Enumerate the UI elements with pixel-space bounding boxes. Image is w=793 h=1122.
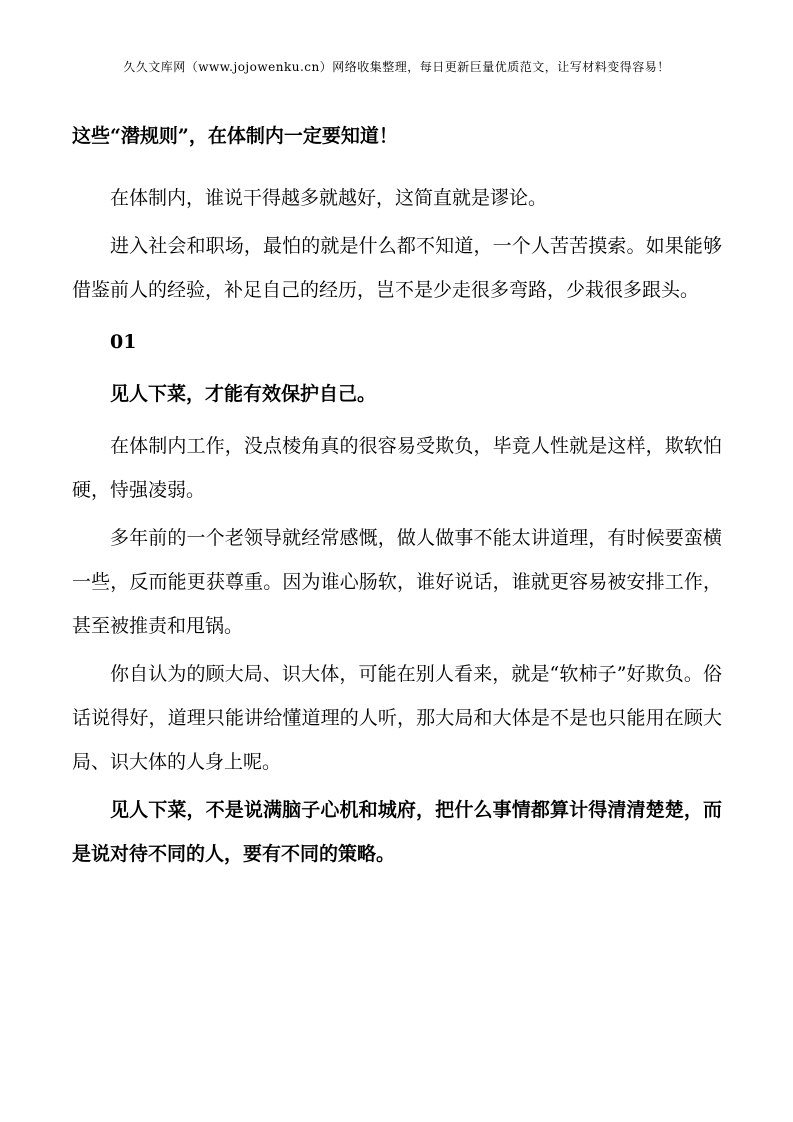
section-paragraph-1: 在体制内工作，没点棱角真的很容易受欺负，毕竟人性就是这样，欺软怕硬，恃强凌弱。 (72, 435, 722, 501)
intro-paragraph-2: 进入社会和职场，最怕的就是什么都不知道，一个人苦苦摸索。如果能够借鉴前人的经验，补足自己的经历，岂不是少走很多弯路，少栽很多跟头。 (72, 235, 722, 301)
section-paragraph-2: 多年前的一个老领导就经常感慨，做人做事不能太讲道理，有时候要蛮横一些，反而能更获尊重。因为谁心肠软，谁好说话，谁就更容易被安排工作，甚至被推责和甩锅。 (72, 527, 722, 637)
closing-bold-paragraph: 见人下菜，不是说满脑子心机和城府，把什么事情都算计得清清楚楚，而是说对待不同的人，要有不同的策略。 (72, 799, 722, 865)
section-number: 01 (110, 331, 137, 353)
article-title: 这些“潜规则”，在体制内一定要知道！ (72, 125, 398, 147)
section-heading: 见人下菜，才能有效保护自己。 (110, 383, 377, 405)
article-body (72, 120, 722, 880)
intro-paragraph-1: 在体制内，谁说干得越多就越好，这简直就是谬论。 (110, 187, 548, 209)
section-paragraph-3: 你自认为的顾大局、识大体，可能在别人看来，就是“软柿子”好欺负。俗话说得好，道理只能讲给懂道理的人听，那大局和大体是不是也只能用在顾大局、识大体的人身上呢。 (72, 663, 722, 773)
page-header: 久久文库网（www.jojowenku.cn）网络收集整理，每日更新巨量优质范文，让写材料变得容易！ (123, 60, 670, 74)
